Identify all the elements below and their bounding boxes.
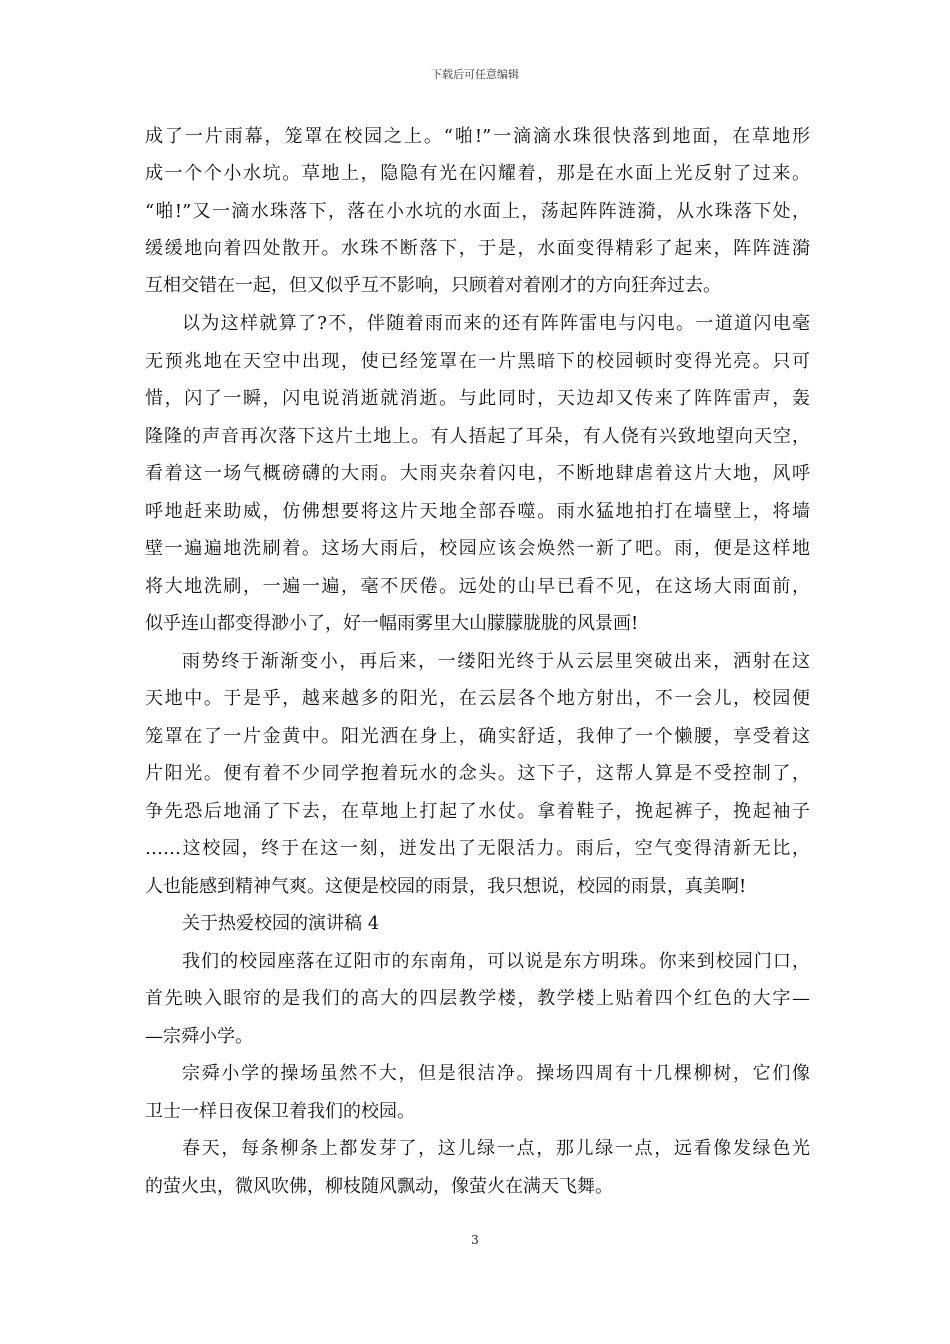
paragraph-first-line: 宗舜小学的操场虽然不大，但是很洁净。操场四周有十几棵柳树，它们像 bbox=[182, 1063, 810, 1084]
text-line: 惜，闪了一瞬，闪电说消逝就消逝。与此同时，天边却又传来了阵阵雷声，轰 bbox=[145, 388, 810, 409]
text-line: 卫士一样日夜保卫着我们的校园。 bbox=[145, 1101, 415, 1122]
text-line: 壁一遍遍地洗刷着。这场大雨后，校园应该会焕然一新了吧。雨，便是这样地 bbox=[145, 538, 810, 559]
text-line: 首先映入眼帘的是我们的高大的四层教学楼，教学楼上贴着四个红色的大字— bbox=[145, 988, 810, 1009]
text-line: 成了一片雨幕，笼罩在校园之上。“啪!”一滴滴水珠很快落到地面，在草地形 bbox=[145, 126, 810, 147]
text-line: 隆隆的声音再次落下这片土地上。有人捂起了耳朵，有人侥有兴致地望向天空， bbox=[145, 426, 810, 447]
text-line: —宗舜小学。 bbox=[145, 1026, 253, 1047]
text-line: 笼罩在了一片金黄中。阳光洒在身上，确实舒适，我伸了一个懒腰，享受着这 bbox=[145, 726, 810, 747]
section-heading: 关于热爱校园的演讲稿 4 bbox=[182, 913, 380, 934]
text-line: 的萤火虫，微风吹佛，柳枝随风飘动，像萤火在满天飞舞。 bbox=[145, 1176, 613, 1197]
paragraph-first-line: 我们的校园座落在辽阳市的东南角，可以说是东方明珠。你来到校园门口， bbox=[182, 951, 810, 972]
text-line: 人也能感到精神气爽。这便是校园的雨景，我只想说，校园的雨景，真美啊! bbox=[145, 876, 747, 897]
page-number: 3 bbox=[471, 1233, 479, 1247]
paragraph-first-line: 雨势终于渐渐变小，再后来，一缕阳光终于从云层里突破出来，洒射在这 bbox=[182, 651, 810, 672]
text-line: 呼地赶来助威，仿佛想要将这片天地全部吞噬。雨水猛地拍打在墙壁上，将墙 bbox=[145, 501, 810, 522]
page-header: 下载后可任意编辑 bbox=[431, 68, 519, 81]
text-line: 似乎连山都变得渺小了，好一幅雨雾里大山朦朦胧胧的风景画! bbox=[145, 613, 639, 634]
text-line: 将大地洗刷，一遍一遍，毫不厌倦。远处的山早已看不见，在这场大雨面前， bbox=[145, 576, 810, 597]
text-line: 无预兆地在天空中出现，使已经笼罩在一片黑暗下的校园顿时变得光亮。只可 bbox=[145, 351, 810, 372]
paragraph-first-line: 春天，每条柳条上都发芽了，这儿绿一点，那儿绿一点，远看像发绿色光 bbox=[182, 1138, 810, 1159]
text-line: 片阳光。便有着不少同学抱着玩水的念头。这下子，这帮人算是不受控制了， bbox=[145, 763, 810, 784]
text-line: 缓缓地向着四处散开。水珠不断落下，于是，水面变得精彩了起来，阵阵涟漪 bbox=[145, 238, 810, 259]
text-line: 成一个个小水坑。草地上，隐隐有光在闪耀着，那是在水面上光反射了过来。 bbox=[145, 163, 810, 184]
text-line: 互相交错在一起，但又似乎互不影响，只顾着对着刚才的方向狂奔过去。 bbox=[145, 275, 721, 296]
text-line: 争先恐后地涌了下去，在草地上打起了水仗。拿着鞋子，挽起裤子，挽起袖子 bbox=[145, 801, 810, 822]
text-line: 天地中。于是乎，越来越多的阳光，在云层各个地方射出，不一会儿，校园便 bbox=[145, 688, 810, 709]
text-line: 看着这一场气概磅礴的大雨。大雨夹杂着闪电，不断地肆虐着这片大地，风呼 bbox=[145, 463, 810, 484]
text-line: ……这校园，终于在这一刻，迸发出了无限活力。雨后，空气变得清新无比， bbox=[145, 838, 810, 859]
text-line: “啪!”又一滴水珠落下，落在小水坑的水面上，荡起阵阵涟漪，从水珠落下处， bbox=[145, 201, 810, 222]
paragraph-first-line: 以为这样就算了?不，伴随着雨而来的还有阵阵雷电与闪电。一道道闪电毫 bbox=[182, 313, 810, 334]
